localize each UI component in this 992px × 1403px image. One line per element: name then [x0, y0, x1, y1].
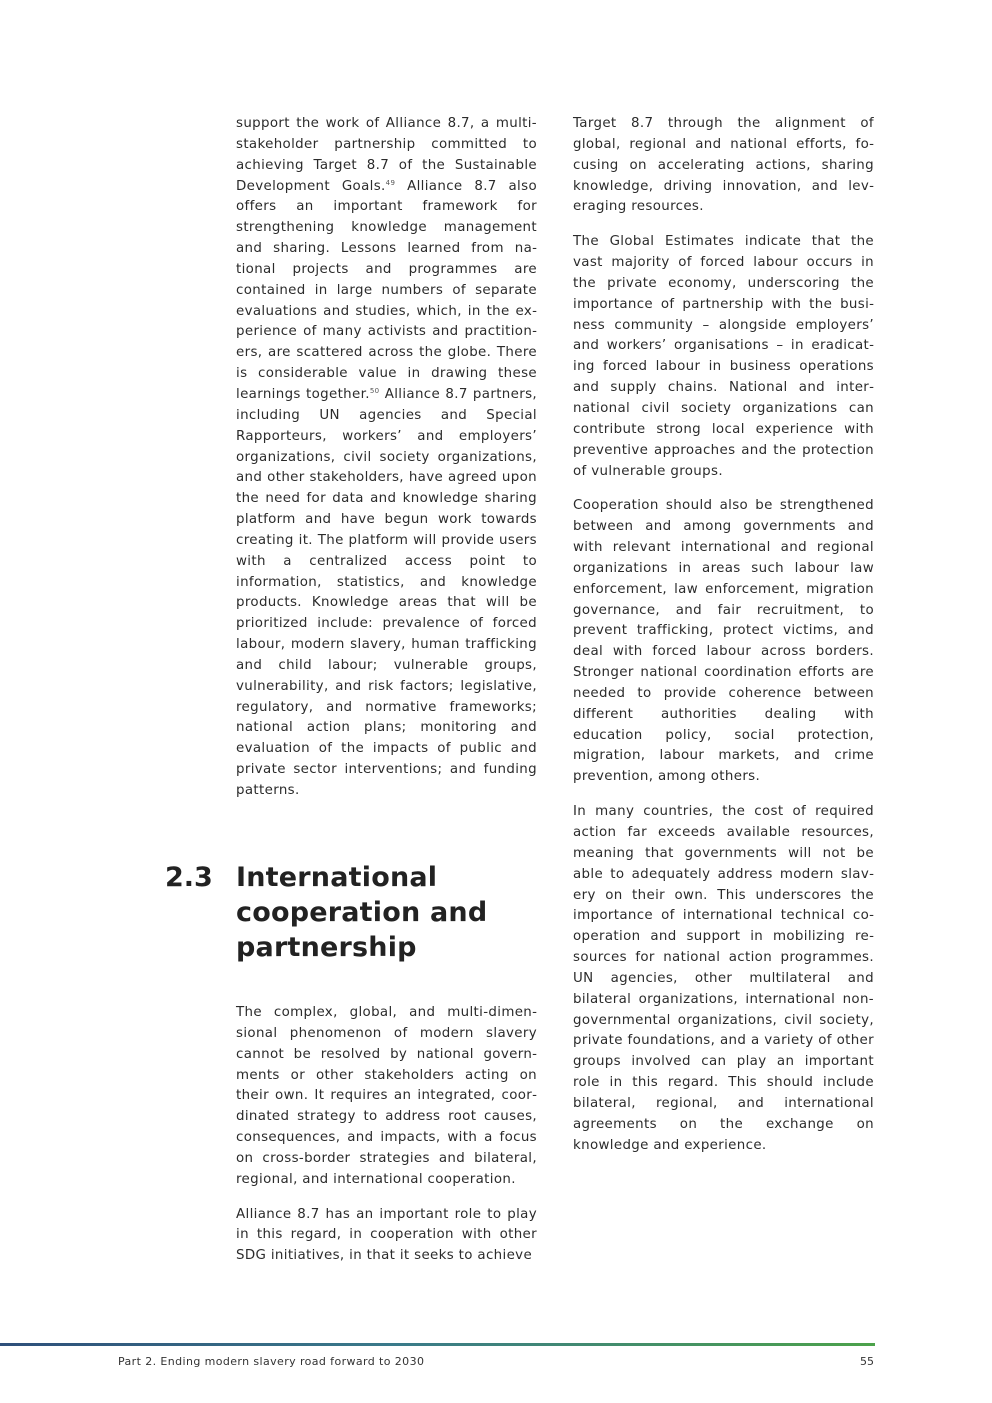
section-title: International cooperation and partnership	[236, 862, 488, 963]
footer-running-title: Part 2. Ending modern slavery road forward to 2030	[118, 1355, 425, 1368]
footnote-ref-50[interactable]: 50	[369, 386, 380, 395]
paragraph: The Global Estimates indicate that the vast majority of forced labour occurs in the private economy, underscoring the importance of partnership with the business community – alongside employers’ and workers’ organisations – in eradicating forced labour in business operations and supply chains. National and international civil society organizations can contribute strong local experience with preventive approaches and the protection of vulnerable groups.	[573, 234, 874, 479]
paragraph: In many countries, the cost of required action far exceeds available resources, meaning that governments will not be able to adequately address modern slavery on their own. This underscores the importance of international technical cooperation and support in mobilizing resources for national action programmes. UN agencies, other multilateral and bilateral organizations, international non-governmental organizations, civil society, private foundations, and a variety of other groups involved can play an important role in this regard. This should include bilateral, regional, and international agreements on the exchange on knowledge and experience.	[573, 804, 874, 1153]
paragraph: support the work of Alliance 8.7, a multi-stakeholder partnership committed to achieving Target 8.7 of the Sustainable Development Goals.$^{49}$ Alliance 8.7 also offers an important framework for strengthening knowledge management and sharing. Lessons learned from national projects and programmes are contained in large numbers of separate evaluations and studies, which, in the experience of many activists and practitioners, are scattered across the globe. There is considerable value in drawing these learnings together.$^{50}$ Alliance 8.7 partners, including UN agencies and Special Rapporteurs, workers’ and employers’ organizations, civil society organizations, and other stakeholders, have agreed upon the need for data and knowledge sharing platform and have begun work towards creating it. The platform will provide users with a centralized access point to information, statistics, and knowledge products. Knowledge areas that will be prioritized include: prevalence of forced labour, modern slavery, human trafficking and child labour; vulnerable groups, vulnerability, and risk factors; legislative, regulatory, and normative frameworks; national action plans; monitoring and evaluation of the impacts of public and private sector interventions; and funding patterns.	[236, 116, 538, 798]
footer-divider	[0, 1343, 875, 1346]
footnote-ref-49[interactable]: 49	[385, 178, 396, 187]
paragraph: Cooperation should also be strengthened between and among governments and with relevant international and regional organizations in areas such labour law enforcement, law enforcement, migration governance, and fair recruitment, to prevent trafficking, protect victims, and deal with forced labour across borders. Stronger national coordination efforts are needed to provide coherence between different authorities dealing with education policy, social protection, migration, labour markets, and crime prevention, among others.	[573, 498, 874, 785]
paragraph: Alliance 8.7 has an important role to play in this regard, in cooperation with other SDG initiatives, in that it seeks to achieve	[236, 1206, 537, 1264]
right-column	[573, 114, 874, 1171]
page-number: 55	[860, 1355, 874, 1368]
section-number: 2.3	[165, 862, 213, 893]
paragraph: The complex, global, and multi-dimensional phenomenon of modern slavery cannot be resolved by national governments or other stakeholders acting on their own. It requires an integrated, coordinated strategy to address root causes, consequences, and impacts, with a focus on cross-border strategies and bilateral, regional, and international cooperation.	[236, 1005, 537, 1187]
paragraph: Target 8.7 through the alignment of global, regional and national efforts, focusing on accelerating actions, sharing knowledge, driving innovation, and leveraging resources.	[573, 116, 874, 215]
left-column-bottom	[236, 1003, 537, 1281]
left-column-top	[236, 114, 537, 816]
